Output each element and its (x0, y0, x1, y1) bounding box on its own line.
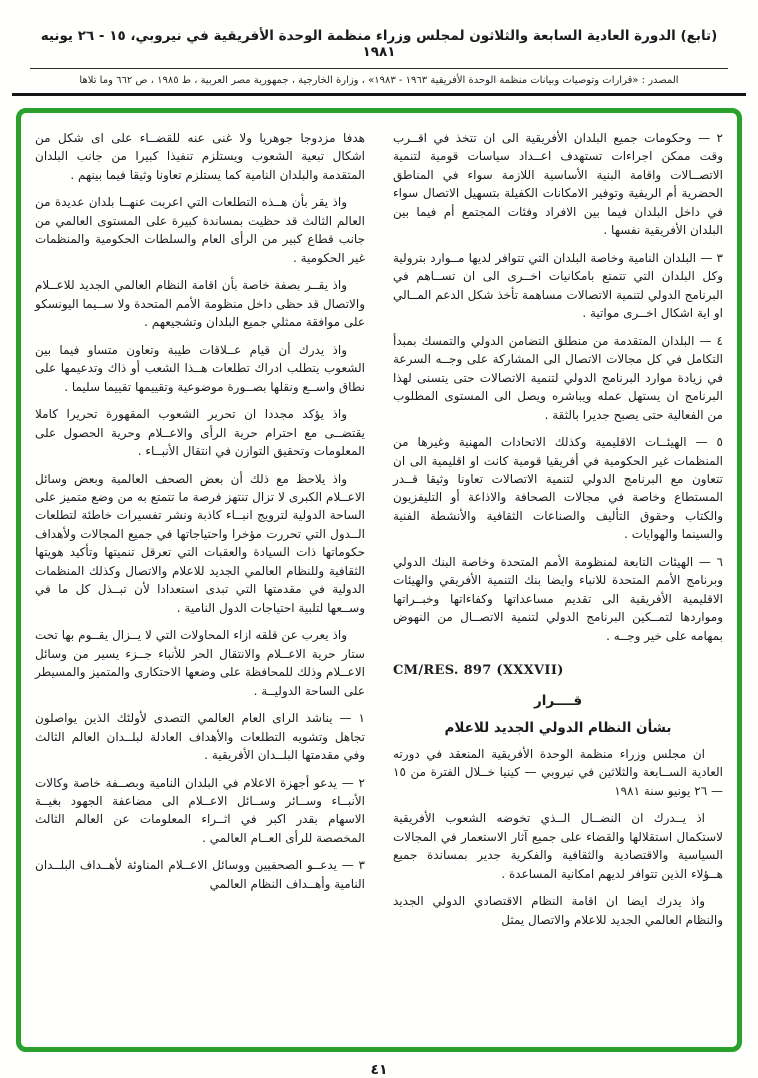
column-right (393, 129, 723, 1037)
list-item-4: ٤ — البلدان المتقدمة من منطلق التضامن الدولي والتمسك بمبدأ التكامل في كل مجالات الاتصال الى المشاركة على وجــه السرعة في زيادة موارد البرنامج الدولي لتنمية الاتصالات حتى يتسنى لهذا البرنامج ان يستهل عمله ويباشره ويصل الى المستوى المطلوب من الفعالية حتى يصبح جديرا بالثقة . (393, 333, 723, 422)
list-item-3: ٣ — البلدان النامية وخاصة البلدان التي تتوافر لديها مــوارد بترولية وكل البلدان التي تتمتع بامكانيات اخــرى الى ان تســاهم في البرنامج الدولي لتنمية الاتصالات مساهمة تأخذ شكل الدعم المــالي او اية اشكال اخــرى مواتية . (393, 250, 723, 321)
document-title: (تابع) الدورة العادية السابعة والثلاثون لمجلس وزراء منظمة الوحدة الأفريقية في نيروبي، ١٥ - ٢٦ يونيه ١٩٨١ (40, 28, 718, 60)
list-item-2: ٢ — وحكومات جميع البلدان الأفريقية الى ان تتخذ في اقــرب وقت ممكن اجراءات تستهدف اعــداد سياسات قومية لتنمية الاتصــالات واقامة البنية الأساسية اللازمة سواء في المناطق الحضرية أم الريفية وتوفير الامكانات الكفيلة بتسهيل الاتصال سواء في داخل البلدان فيما بين الافراد وفئات المجتمع أم فيما بين البلدان الأفريقية نفسها . (393, 131, 723, 238)
preamble-paragraph-2: واذ يدرك ايضا ان اقامة النظام الاقتصادي الدولي الجديد والنظام العالمي الجديد للاعلام والاتصال يمثل (393, 894, 723, 927)
operative-paragraph-1: ١ — يناشد الراى العام العالمي التصدى لأولئك الذين يواصلون تجاهل وتشويه التطلعات والأهداف العادلة لبلــدان العالم الثالث وفي مقدمتها البلــدان الأفريقية . (35, 711, 365, 763)
header-divider (30, 68, 728, 69)
preamble-paragraph-7: واذ يلاحظ مع ذلك أن بعض الصحف العالمية وبعض وسائل الاعــلام الكبرى لا تزال تنتهز فرصة ما تتمتع به من وضع متميز على الساحة الدولية لترويج انبــاء كاذبة ونشر تفسيرات خاطئة لتطلعات الــدول التي تحررت مؤخرا واحتياجاتها في جميع المجالات ولأهداف حكوماتها ذات السيادة والعقبات التي تعرقل تنميتها وتأكيد هويتها الثقافية وللنظام العالمي الجديد للاعلام والاتصال وكذلك المنظمات الدولية في مقدمتها التي تبدى استعدادا لأن تبــذل كل ما في وســعها لتلبية احتياجات الدول النامية . (35, 471, 365, 615)
operative-paragraph-2: ٢ — يدعو أجهزة الاعلام في البلدان النامية وبصــفة خاصة وكالات الأنبــاء وســائر وســائل الاعــلام الى مضاعفة الجهود بغيــة الاسهام بقدر اكبر في اثــراء المعلومات عن العالم الثالث المخصصة للرأى العــام العالمي . (35, 775, 365, 845)
source-divider (12, 93, 746, 96)
preamble-paragraph-3: واذ يقر بأن هــذه التطلعات التي اعربت عنهــا بلدان عديدة من العالم الثالث قد حظيت بمساندة كبيرة على المستوى العالمي من جانب قطاع كبير من الرأى العام والسلطات الحكومية والمنظمات غير الحكومية . (35, 195, 365, 265)
operative-paragraph-3: ٣ — يدعــو الصحفيين ووسائل الاعــلام المناوئة لأهــداف البلــدان النامية وأهــداف النظام العالمي (35, 858, 365, 891)
preamble-paragraph-6: واذ يؤكد مجددا ان تحرير الشعوب المقهورة تحريرا كاملا يقتضــى مع احترام حرية الرأى والاعــلام وحرية الحصول على المعلومات وتحقيق التوازن في انتقال الأنبــاء . (35, 407, 365, 459)
list-item-6: ٦ — الهيئات التابعة لمنظومة الأمم المتحدة وخاصة البنك الدولي وبرنامج الأمم المتحدة للانباء وايضا بنك التنمية الأفريقي والهيئات الاقليمية الأفريقية الى تقديم مساعداتها وكفاءاتها وخبــراتها ومواردها لتمــكين البرنامج الدولي لتنمية الاتصــال من النهوض بمهامه على خير وجــه . (393, 554, 723, 643)
continuation-paragraph: هدفا مزدوجا جوهريا ولا غنى عنه للقضــاء على اى شكل من اشكال تبعية الشعوب ويستلزم تنفيذا كبيرا من جانب البلدان المتقدمة والبلدان النامية كما يستلزم تعاونا وثيقا فيما بينهم . (35, 131, 365, 182)
resolution-title-line1: قــــرار (533, 693, 583, 710)
two-column-layout (35, 129, 723, 1037)
column-left (35, 129, 365, 1037)
source-line: المصدر : «قرارات وتوصيات وبيانات منظمة الوحدة الأفريقية ١٩٦٣ - ١٩٨٣» ، وزارة الخارجية ، جمهورية مصر العربية ، ط ١٩٨٥ ، ص ٦٦٢ وما تلاها (79, 75, 679, 86)
resolution-code: CM/RES. 897 (XXXVII) (393, 663, 564, 679)
list-item-5: ٥ — الهيئــات الاقليمية وكذلك الاتحادات المهنية وغيرها من المنظمات غير الحكومية في أفريقيا قومية كانت او اقليمية الى ان تتعاون مع البرنامج الدولي لتنمية الاتصالات تعاونا وثيقا قــدر المستطاع وخاصة في مجالات الصحافة والاذاعة أو التليفزيون والكتاب وحقوق التأليف والصناعات الثقافية والأنشطة الفنية والسينما والهوايات . (393, 435, 723, 542)
preamble-paragraph-5: واذ يدرك أن قيام عــلاقات طيبة وتعاون متساو فيما بين الشعوب يتطلب ادراك تطلعات هــذا الشعب أو ذاك وتدعيمها على نطاق واســع ونقلها بصــورة موضوعية وتقييمها تقييما سليما . (35, 342, 365, 394)
page-number: ٤١ (370, 1062, 388, 1078)
content-border-box (16, 108, 742, 1052)
resolution-title-line2: بشأن النظام الدولي الجديد للاعلام (444, 719, 672, 736)
preamble-paragraph-1: اذ يــدرك ان النضــال الــذي تخوضه الشعوب الأفريقية لاستكمال استقلالها والقضاء على جميع آثار الاستعمار في المجالات السياسية والاقتصادية والثقافية والفكرية جدير بمساندة جميع هــؤلاء الذين تتوافر لديهم امكانية المساعدة . (393, 811, 723, 881)
preamble-paragraph-8: واذ يعرب عن قلقه ازاء المحاولات التي لا يــزال يقــوم بها تحت ستار حرية الاعــلام والانتقال الحر للأنباء جــزء يسير من وسائل الاعــلام وذلك للمحافظة على وضعها الاحتكارى والمتميز والمسيطر على الساحة الدوليــة . (35, 628, 365, 698)
preamble-opening: ان مجلس وزراء منظمة الوحدة الأفريقية المنعقد في دورته العادية الســابعة والثلاثين في نيروبي — كينيا خــلال الفترة من ١٥ — ٢٦ يونيو سنة ١٩٨١ (393, 746, 723, 798)
preamble-paragraph-4: واذ يقــر بصفة خاصة بأن اقامة النظام العالمي الجديد للاعــلام والاتصال قد حظى داخل منظومة الأمم المتحدة ولا ســيما اليونسكو على موافقة ممثلي جميع البلدان وتشجيعهم . (35, 278, 365, 330)
